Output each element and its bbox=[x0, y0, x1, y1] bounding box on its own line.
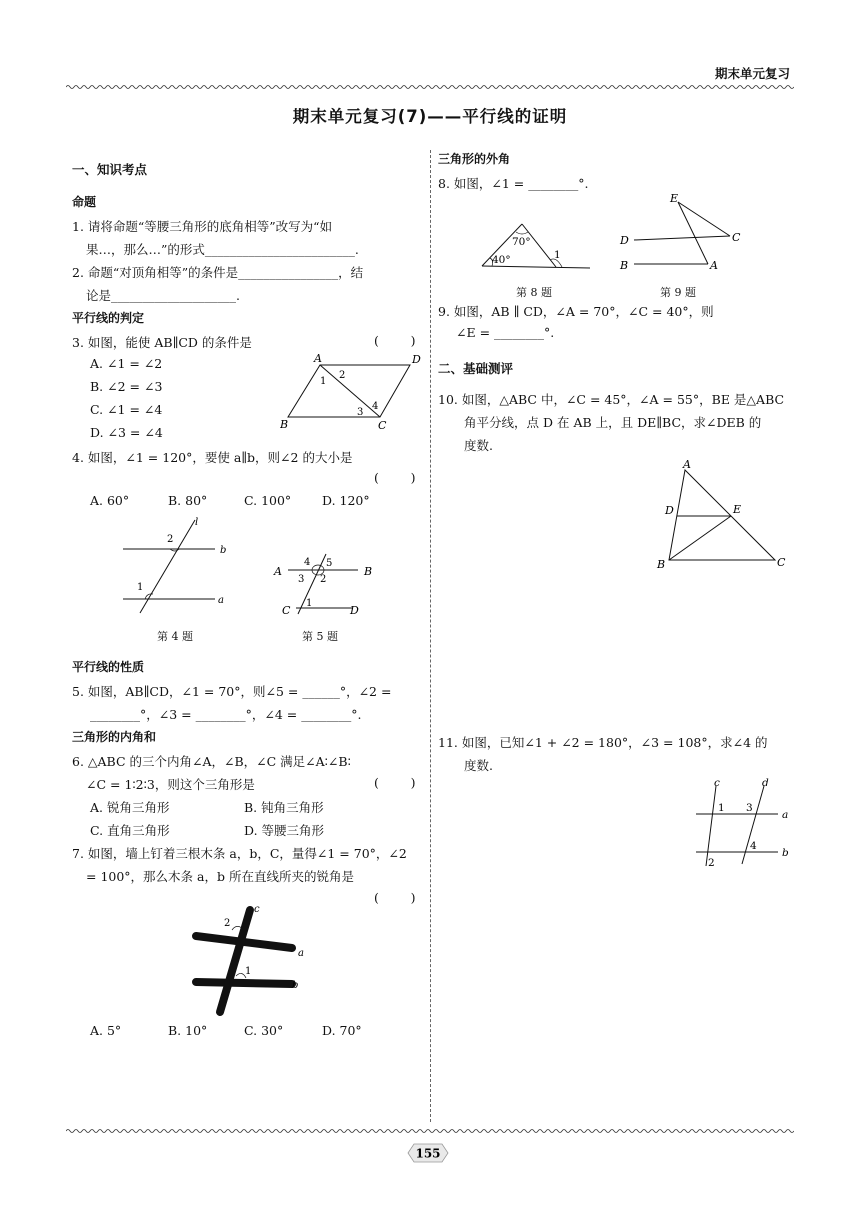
q4-option-c: C. 100° bbox=[244, 493, 292, 508]
q10-line1: 10. 如图，△ABC 中，∠C = 45°，∠A = 55°，BE 是△ABC bbox=[438, 392, 785, 407]
f3-angle-2: 2 bbox=[339, 370, 346, 381]
f3-label-D: D bbox=[412, 353, 421, 366]
f7-label-a: a bbox=[298, 948, 304, 959]
subsection-propositions: 命题 bbox=[72, 195, 97, 209]
subsection-parallel-properties: 平行线的性质 bbox=[72, 660, 145, 674]
f11-label-d: d bbox=[762, 777, 769, 789]
q7-option-a: A. 5° bbox=[90, 1023, 122, 1038]
figure-q7 bbox=[188, 900, 318, 1018]
q3-option-a: A. ∠1 = ∠2 bbox=[90, 356, 163, 371]
f4-angle-1: 1 bbox=[137, 582, 144, 593]
f11-label-a: a bbox=[782, 809, 789, 821]
running-header: 期末单元复习 bbox=[714, 66, 790, 81]
figure-q3 bbox=[280, 350, 430, 430]
q7-line2: = 100°，那么木条 a，b 所在直线所夹的锐角是 bbox=[86, 869, 354, 884]
header-rule bbox=[66, 84, 794, 90]
f10-label-B: B bbox=[657, 558, 666, 571]
f10-label-C: C bbox=[777, 556, 786, 569]
f10-label-A: A bbox=[683, 458, 691, 471]
f3-angle-1: 1 bbox=[320, 376, 327, 387]
q4-option-a: A. 60° bbox=[90, 493, 130, 508]
f7-angle-1: 1 bbox=[245, 966, 252, 977]
q11-line2: 度数. bbox=[464, 758, 493, 773]
f9-label-A: A bbox=[710, 259, 718, 272]
q3-stem: 3. 如图，能使 AB∥CD 的条件是 bbox=[72, 335, 252, 350]
page-number-badge bbox=[404, 1142, 452, 1164]
q4-option-b: B. 80° bbox=[168, 493, 208, 508]
f5-label-D: D bbox=[350, 604, 359, 617]
q10-line2: 角平分线，点 D 在 AB 上，且 DE∥BC，求∠DEB 的 bbox=[464, 415, 762, 430]
f7-angle-2: 2 bbox=[224, 918, 231, 929]
f9-label-B: B bbox=[620, 259, 629, 272]
q5-line2: ________°，∠3 = ________°，∠4 = ________°. bbox=[90, 707, 362, 722]
f11-angle-2: 2 bbox=[708, 857, 715, 869]
q4-answer-bracket: ( ) bbox=[374, 470, 416, 485]
q6-option-d: D. 等腰三角形 bbox=[244, 823, 325, 838]
section-knowledge: 一、知识考点 bbox=[72, 162, 148, 177]
f11-angle-4: 4 bbox=[750, 840, 757, 852]
f4-angle-2: 2 bbox=[167, 534, 174, 545]
subsection-interior-angles: 三角形的内角和 bbox=[72, 730, 157, 744]
f4-label-l: l bbox=[195, 517, 199, 528]
section-basic-test: 二、基础测评 bbox=[438, 361, 514, 376]
f5-angle-5: 5 bbox=[326, 558, 333, 569]
f11-label-c: c bbox=[714, 777, 720, 789]
q3-option-c: C. ∠1 = ∠4 bbox=[90, 402, 163, 417]
q3-option-b: B. ∠2 = ∠3 bbox=[90, 379, 163, 394]
column-divider bbox=[430, 150, 431, 1122]
q2-line1: 2. 命题“对顶角相等”的条件是________________，结 bbox=[72, 265, 364, 280]
q6-line2: ∠C = 1∶2∶3，则这个三角形是 bbox=[86, 777, 255, 792]
subsection-exterior-angle: 三角形的外角 bbox=[438, 152, 511, 166]
q8-stem: 8. 如图，∠1 = ________°. bbox=[438, 176, 589, 191]
page-number: 155 bbox=[415, 1146, 441, 1161]
f3-label-C: C bbox=[378, 419, 387, 430]
q1-line2: 果…，那么…”的形式________________________. bbox=[86, 242, 359, 257]
figure-q10 bbox=[655, 456, 795, 574]
f8-angle-1: 1 bbox=[554, 249, 561, 261]
f9-label-E: E bbox=[670, 192, 679, 205]
figure4-caption: 第 4 题 bbox=[157, 630, 193, 643]
f3-angle-4: 4 bbox=[372, 401, 379, 412]
figure9-caption: 第 9 题 bbox=[660, 286, 696, 299]
q10-line3: 度数. bbox=[464, 438, 493, 453]
f10-label-D: D bbox=[665, 504, 674, 517]
footer-rule bbox=[66, 1128, 794, 1134]
f11-label-b: b bbox=[782, 847, 789, 859]
f11-angle-1: 1 bbox=[718, 802, 725, 814]
q6-line1: 6. △ABC 的三个内角∠A，∠B，∠C 满足∠A∶∠B∶ bbox=[72, 754, 351, 769]
figure-q8 bbox=[478, 218, 594, 274]
q7-option-c: C. 30° bbox=[244, 1023, 284, 1038]
q6-option-a: A. 锐角三角形 bbox=[90, 800, 170, 815]
q3-answer-bracket: ( ) bbox=[374, 333, 416, 348]
subsection-parallel-criteria: 平行线的判定 bbox=[72, 311, 145, 325]
figure-q11 bbox=[692, 776, 796, 870]
f5-angle-2: 2 bbox=[320, 574, 327, 585]
f8-angle-70: 70° bbox=[512, 236, 531, 248]
q3-option-d: D. ∠3 = ∠4 bbox=[90, 425, 163, 440]
figure8-caption: 第 8 题 bbox=[516, 286, 552, 299]
f5-angle-3: 3 bbox=[298, 574, 305, 585]
q7-line1: 7. 如图，墙上钉着三根木条 a，b，C，量得∠1 = 70°，∠2 bbox=[72, 846, 407, 861]
q2-line2: 论是____________________. bbox=[86, 288, 240, 303]
f5-label-B: B bbox=[364, 565, 373, 578]
q5-line1: 5. 如图，AB∥CD，∠1 = 70°，则∠5 = ______°，∠2 = bbox=[72, 684, 392, 699]
f4-label-b: b bbox=[220, 545, 227, 556]
q6-answer-bracket: ( ) bbox=[374, 775, 416, 790]
f8-angle-40: 40° bbox=[492, 254, 511, 266]
figure-q4 bbox=[115, 515, 235, 615]
f3-angle-3: 3 bbox=[357, 407, 364, 418]
f9-label-D: D bbox=[620, 234, 629, 247]
f11-angle-3: 3 bbox=[746, 802, 753, 814]
page-title: 期末单元复习(7)——平行线的证明 bbox=[292, 107, 568, 126]
f5-label-C: C bbox=[282, 604, 291, 617]
q4-option-d: D. 120° bbox=[322, 493, 370, 508]
q4-stem: 4. 如图，∠1 = 120°，要使 a∥b，则∠2 的大小是 bbox=[72, 450, 353, 465]
f9-label-C: C bbox=[732, 231, 741, 244]
q9-line2: ∠E = ________°. bbox=[456, 325, 555, 340]
figure-q9 bbox=[618, 192, 748, 274]
q7-answer-bracket: ( ) bbox=[374, 890, 416, 905]
q6-option-b: B. 钝角三角形 bbox=[244, 800, 324, 815]
figure5-caption: 第 5 题 bbox=[302, 630, 338, 643]
q7-option-b: B. 10° bbox=[168, 1023, 208, 1038]
q7-option-d: D. 70° bbox=[322, 1023, 362, 1038]
f4-label-a: a bbox=[218, 595, 224, 606]
f10-label-E: E bbox=[733, 503, 742, 516]
f3-label-A: A bbox=[314, 352, 322, 365]
q6-option-c: C. 直角三角形 bbox=[90, 823, 170, 838]
q1-line1: 1. 请将命题“等腰三角形的底角相等”改写为“如 bbox=[72, 219, 333, 234]
f7-label-b: b bbox=[292, 980, 299, 991]
f7-label-c: c bbox=[254, 904, 260, 915]
f3-label-B: B bbox=[280, 418, 289, 430]
f5-label-A: A bbox=[274, 565, 282, 578]
q9-line1: 9. 如图，AB ∥ CD，∠A = 70°，∠C = 40°，则 bbox=[438, 304, 714, 319]
f5-angle-4: 4 bbox=[304, 557, 311, 568]
f5-angle-1: 1 bbox=[306, 598, 313, 609]
figure-q5 bbox=[268, 548, 388, 620]
q11-line1: 11. 如图，已知∠1 + ∠2 = 180°，∠3 = 108°，求∠4 的 bbox=[438, 735, 768, 750]
